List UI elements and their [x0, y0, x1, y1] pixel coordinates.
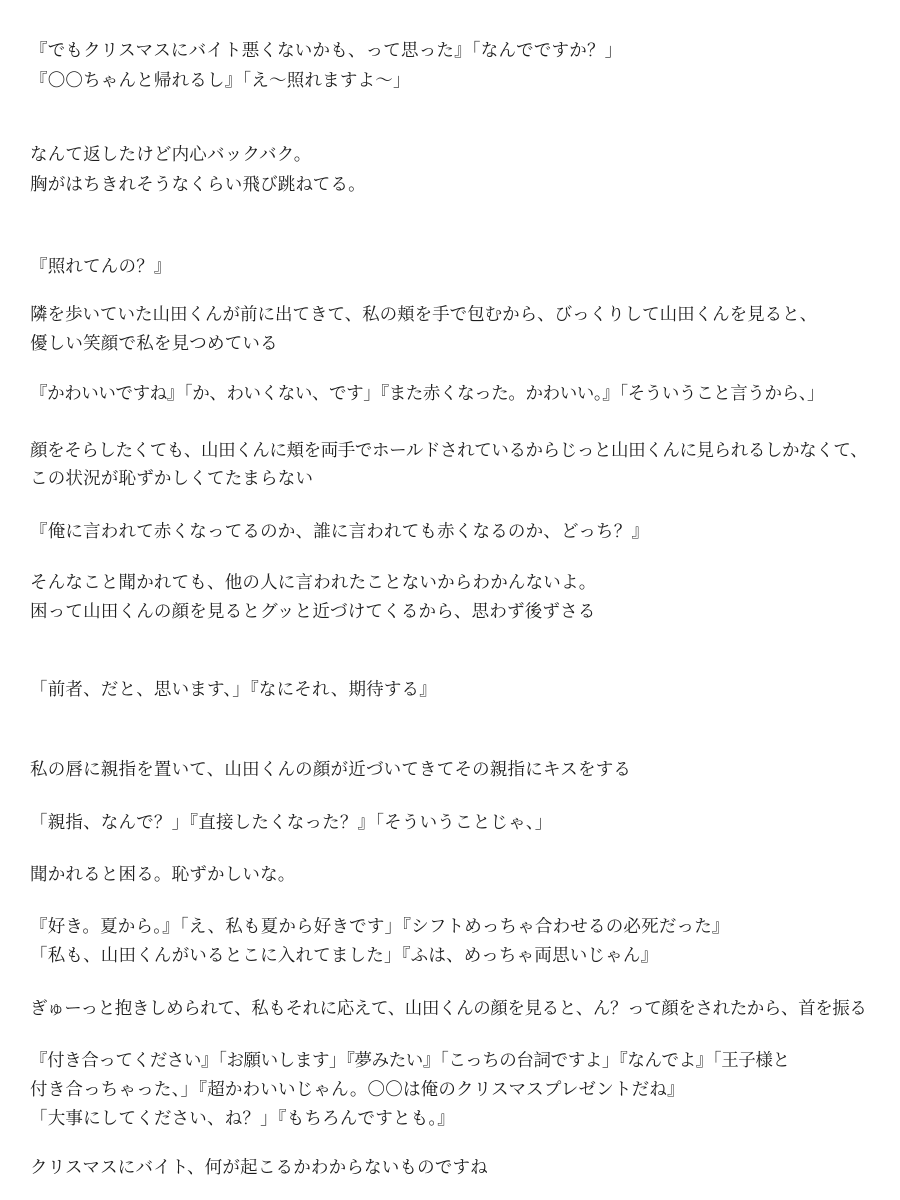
- text-line: 困って山田くんの顔を見るとグッと近づけてくるから、思わず後ずさる: [30, 602, 596, 622]
- text-line: クリスマスにバイト、何が起こるかわからないものですね: [30, 1158, 488, 1178]
- text-line: 隣を歩いていた山田くんが前に出てきて、私の頬を手で包むから、びっくりして山田くんを見ると、: [30, 305, 818, 325]
- text-line: 付き合っちゃった、」『超かわいいじゃん。〇〇は俺のクリスマスプレゼントだね』: [30, 1080, 685, 1100]
- text-line: この状況が恥ずかしくてたまらない: [30, 469, 314, 489]
- text-line: 『好き。夏から。』「え、私も夏から好きです」『シフトめっちゃ合わせるの必死だった』: [30, 917, 730, 937]
- text-line: 聞かれると困る。恥ずかしいな。: [30, 865, 296, 885]
- text-line: 優しい笑顔で私を見つめている: [30, 334, 278, 354]
- text-line: 「大事にしてください、ね？」『もちろんですとも。』: [30, 1109, 455, 1129]
- text-line: 『かわいいですね』「か、わいくない、です」『また赤くなった。かわいい。』「そういうこと言うから、」: [30, 384, 825, 404]
- text-line: 『でもクリスマスにバイト悪くないかも、って思った』「なんでですか？」: [30, 41, 623, 61]
- text-line: 「親指、なんで？」『直接したくなった？』「そういうことじゃ、」: [30, 813, 553, 833]
- text-line: 『照れてんの？』: [30, 257, 172, 277]
- text-line: 『〇〇ちゃんと帰れるし』「え〜照れますよ〜」: [30, 71, 411, 91]
- text-line: 私の唇に親指を置いて、山田くんの顔が近づいてきてその親指にキスをする: [30, 760, 632, 780]
- text-line: ぎゅーっと抱きしめられて、私もそれに応えて、山田くんの顔を見ると、ん？って顔をされたから、首を振る: [30, 999, 867, 1019]
- text-line: そんなこと聞かれても、他の人に言われたことないからわかんないよ。: [30, 573, 597, 593]
- text-line: 「前者、だと、思います、」『なにそれ、期待する』: [30, 680, 437, 700]
- text-line: なんて返したけど内心バックバク。: [30, 145, 312, 165]
- text-line: 『付き合ってください』「お願いします」『夢みたい』「こっちの台詞ですよ」『なんでよ』「王子様と: [30, 1051, 790, 1071]
- text-line: 胸がはちきれそうなくらい飛び跳ねてる。: [30, 175, 366, 195]
- text-line: 顔をそらしたくても、山田くんに頬を両手でホールドされているからじっと山田くんに見られるしかなくて、: [30, 441, 868, 461]
- text-line: 『俺に言われて赤くなってるのか、誰に言われても赤くなるのか、どっち？』: [30, 522, 650, 542]
- text-line: 「私も、山田くんがいるとこに入れてました」『ふは、めっちゃ両思いじゃん』: [30, 946, 659, 966]
